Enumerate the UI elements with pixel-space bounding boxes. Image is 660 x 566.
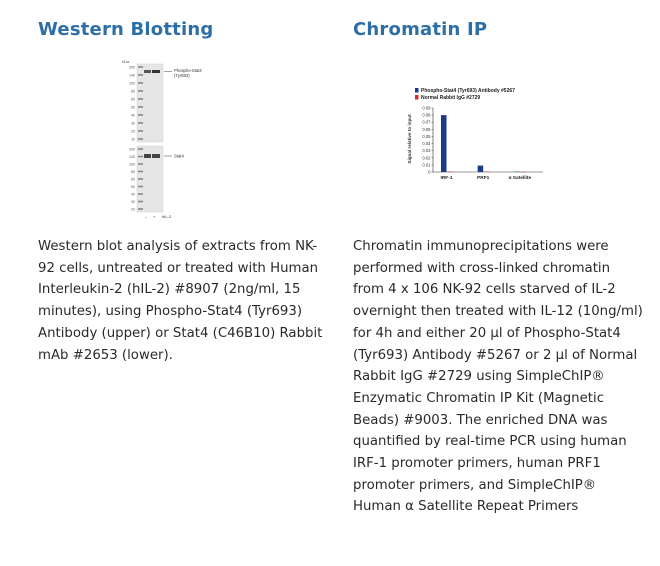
upper-ladder-label: 40 [131,113,135,118]
y-tick-label: 0.04 [422,141,431,147]
legend-swatch [415,95,419,100]
upper-band-treated [152,70,160,73]
western-blot-title: Western Blotting [38,19,214,40]
y-tick-label: 0.09 [422,105,431,111]
upper-marker-band [138,66,143,68]
upper-band-untreated [144,70,151,73]
lower-ladder-label: 50 [131,184,135,189]
y-tick-label: 0.03 [422,148,431,154]
lane-plus-label: + [153,214,156,219]
chart-bars [441,115,526,172]
upper-marker-band [138,74,143,76]
lower-marker-band [138,186,143,188]
lower-marker-band [138,201,143,203]
lower-ladder-label: 100 [129,162,135,167]
upper-ladder-label: 200 [129,65,135,70]
chart-axes [422,106,543,175]
upper-ladder-label: 100 [129,81,135,86]
lane-minus-label: – [145,214,148,219]
lower-band-treated [152,154,160,158]
upper-ladder-label: 80 [131,89,135,94]
upper-marker-band [138,138,143,140]
lower-ladder-label: 140 [129,154,135,159]
y-tick-label: 0.05 [422,133,431,139]
lower-marker-band [138,156,143,158]
x-tick-label: PRF1 [477,176,490,181]
lower-marker-band [138,163,143,165]
upper-ladder-label: 140 [129,73,135,78]
lower-marker-band [138,148,143,150]
western-blot-caption: Western blot analysis of extracts from NK-92 cells, untreated or treated with Human Interleukin-2 (hIL-2) #8907 (2ng/ml, 15 minutes), using Phospho-Stat4 (Tyr693) Antibody (upper) or Stat4 (C46B10) Rabbit mAb #2653 (lower). [38,239,323,363]
lower-ladder-label: 30 [131,199,135,204]
lower-ladder-labels [129,147,135,211]
western-blot-image [122,58,222,220]
y-tick-label: 0.07 [422,119,431,125]
legend-label: Phospho-Stat4 (Tyr693) Antibody #5267 [421,88,515,94]
lower-band-untreated [144,154,151,158]
lower-ladder-label: 20 [131,207,135,212]
upper-band-label: Phospho-Stat4 [174,68,202,73]
upper-ladder-label: 60 [131,97,135,102]
chromatin-ip-caption: Chromatin immunoprecipitations were performed with cross-linked chromatin from 4 x 106 NK-92 cells starved of IL-2 overnight then treated with IL-12 (10ng/ml) for 4h and either 20 µl of Phospho-Stat4 (Tyr693) Antibody #5267 or 2 µl of Normal Rabbit IgG #2729 using SimpleChIP® Enzymatic Chromatin IP Kit (Magnetic Beads) #9003. The enriched DNA was quantified by real-time PCR using human IRF-1 promoter primers, human PRF1 promoter primers, and SimpleChIP® Human α Satellite Repeat Primers [353,239,643,515]
lower-marker-band [138,208,143,210]
upper-marker-band [138,98,143,100]
chart-xlabels [441,175,532,181]
upper-marker-band [138,122,143,124]
chip-chart [405,84,555,194]
upper-marker-band [138,130,143,132]
kda-label: kDa [122,59,130,64]
lower-ladder-label: 60 [131,177,135,182]
y-tick-label: 0.02 [422,155,431,161]
chart-ylabel: Signal relative to input [407,114,412,164]
y-tick-label: 0.06 [422,126,431,132]
upper-ladder-label: 30 [131,121,135,126]
lower-ladder-label: 40 [131,192,135,197]
chromatin-ip-title: Chromatin IP [353,19,488,40]
lower-ladder-label: 200 [129,147,135,152]
lower-marker-band [138,178,143,180]
legend-label: Normal Rabbit IgG #2729 [421,95,481,101]
x-tick-label: α Satellite [508,176,532,181]
chart-bar [441,115,447,172]
legend-swatch [415,88,419,93]
upper-marker-band [138,114,143,116]
y-tick-label: 0.01 [422,162,431,168]
upper-ladder-label: 20 [131,129,135,134]
chart-legend [415,88,515,101]
treatment-label: hIL-2 [162,214,172,219]
lower-band-label: Stat4 [174,153,184,159]
upper-ladder-label: 50 [131,105,135,110]
upper-band-label-sub: (Tyr693) [174,73,190,78]
chart-bar [478,166,484,172]
upper-marker-band [138,106,143,108]
y-tick-label: 0 [428,169,431,175]
lower-marker-band [138,193,143,195]
upper-ladder-labels [129,65,135,141]
lower-marker-band [138,171,143,173]
y-tick-label: 0.08 [422,112,431,118]
x-tick-label: IRF-1 [440,176,453,181]
upper-marker-band [138,82,143,84]
upper-marker-band [138,90,143,92]
upper-ladder-label: 10 [131,137,135,142]
lower-ladder-label: 80 [131,169,135,174]
